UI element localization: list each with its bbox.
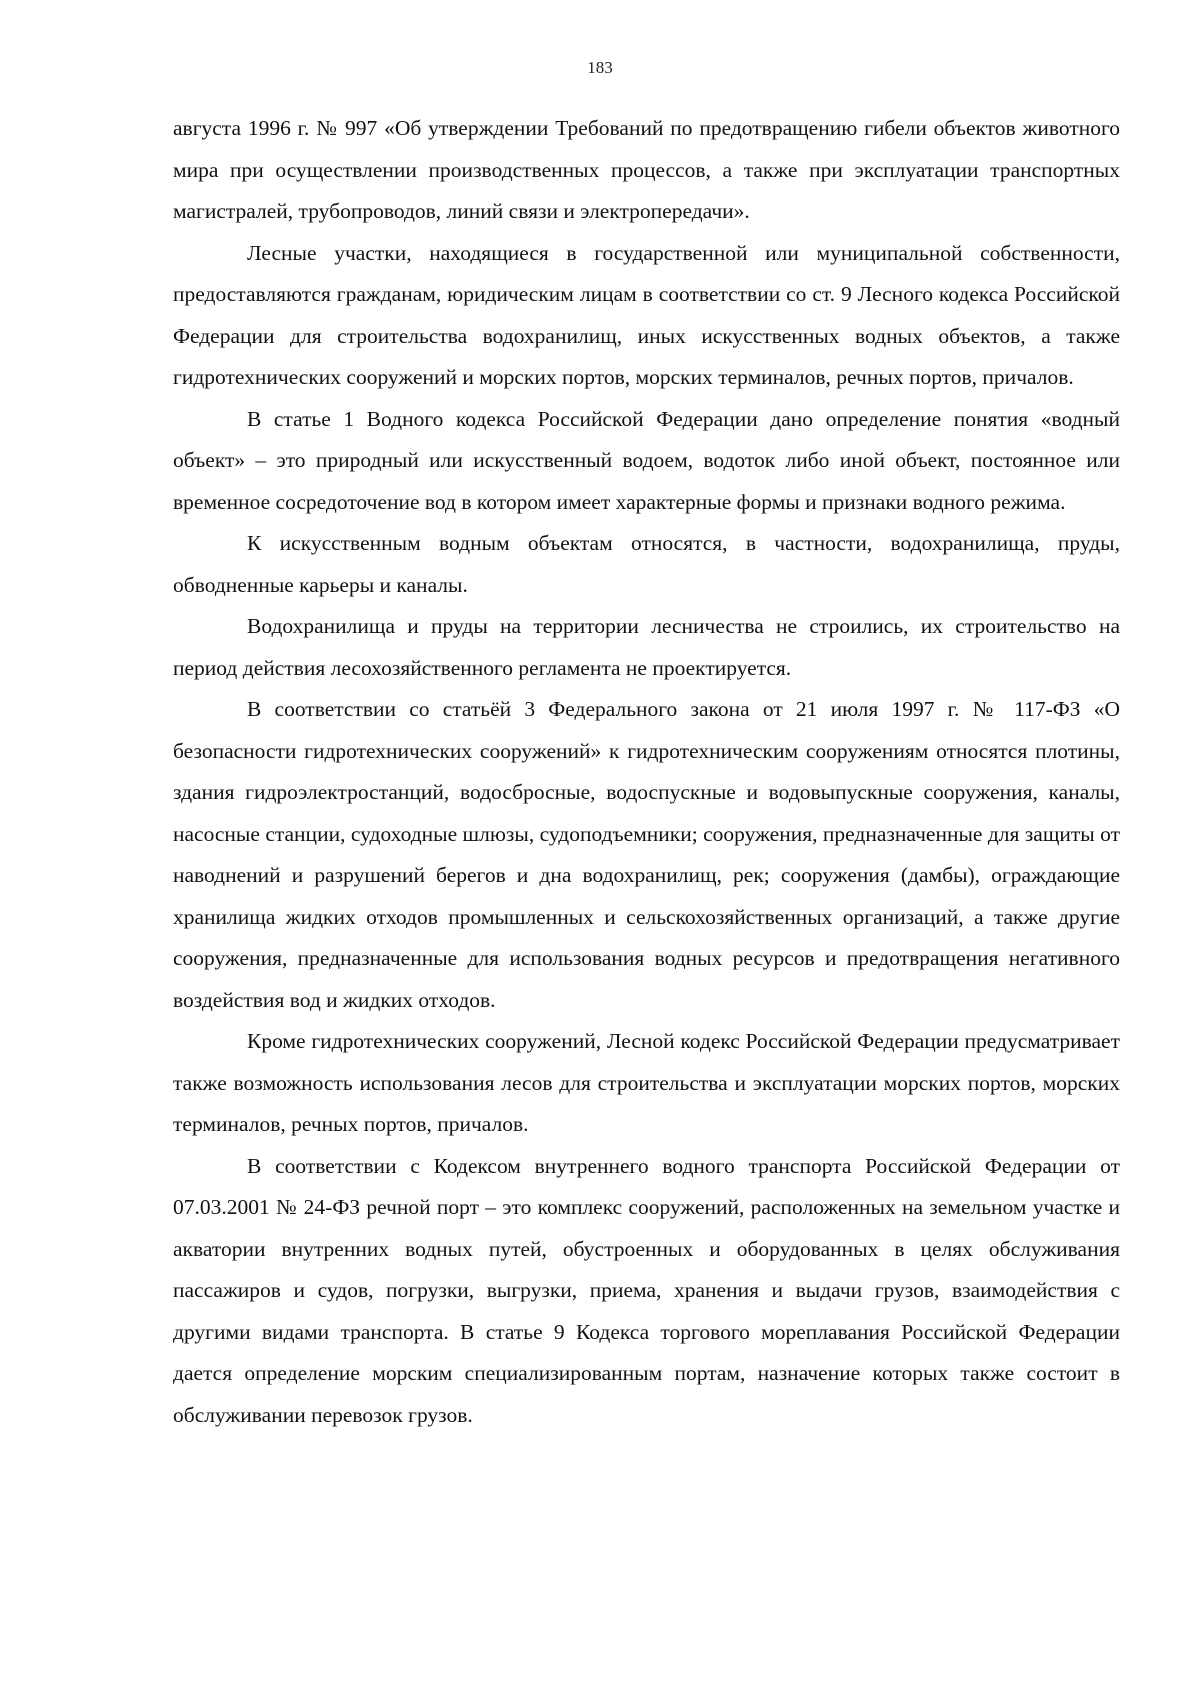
document-body xyxy=(173,108,1120,1436)
paragraph: Лесные участки, находящиеся в государственной или муниципальной собственности, предоставляются гражданам, юридическим лицам в соответствии со ст. 9 Лесного кодекса Российской Федерации для строительства водохранилищ, иных искусственных водных объектов, а также гидротехнических сооружений и морских портов, морских терминалов, речных портов, причалов. xyxy=(173,240,1120,389)
paragraph: В статье 1 Водного кодекса Российской Федерации дано определение понятия «водный объект» – это природный или искусственный водоем, водоток либо иной объект, постоянное или временное сосредоточение вод в котором имеет характерные формы и признаки водного режима. xyxy=(173,406,1120,514)
paragraph: В соответствии с Кодексом внутреннего водного транспорта Российской Федерации от 07.03.2001 № 24-ФЗ речной порт – это комплекс сооружений, расположенных на земельном участке и акватории внутренних водных путей, обустроенных и оборудованных в целях обслуживания пассажиров и судов, погрузки, выгрузки, приема, хранения и выдачи грузов, взаимодействия с другими видами транспорта. В статье 9 Кодекса торгового мореплавания Российской Федерации дается определение морским специализированным портам, назначение которых также состоит в обслуживании перевозок грузов. xyxy=(173,1153,1120,1427)
paragraph: Кроме гидротехнических сооружений, Лесной кодекс Российской Федерации предусматривает также возможность использования лесов для строительства и эксплуатации морских портов, морских терминалов, речных портов, причалов. xyxy=(173,1029,1120,1136)
page-number: 183 xyxy=(587,58,613,77)
paragraph: В соответствии со статьёй 3 Федерального закона от 21 июля 1997 г. № 117-ФЗ «О безопасности гидротехнических сооружений» к гидротехническим сооружениям относятся плотины, здания гидроэлектростанций, водосбросные, водоспускные и водовыпускные сооружения, каналы, насосные станции, судоходные шлюзы, судоподъемники; сооружения, предназначенные для защиты от наводнений и разрушений берегов и дна водохранилищ, рек; сооружения (дамбы), ограждающие хранилища жидких отходов промышленных и сельскохозяйственных организаций, а также другие сооружения, предназначенные для использования водных ресурсов и предотвращения негативного воздействия вод и жидких отходов. xyxy=(173,697,1120,1012)
paragraph: К искусственным водным объектам относятся, в частности, водохранилища, пруды, обводненные карьеры и каналы. xyxy=(173,531,1120,597)
paragraph: августа 1996 г. № 997 «Об утверждении Требований по предотвращению гибели объектов животного мира при осуществлении производственных процессов, а также при эксплуатации транспортных магистралей, трубопроводов, линий связи и электропередачи». xyxy=(173,116,1120,223)
paragraph: Водохранилища и пруды на территории лесничества не строились, их строительство на период действия лесохозяйственного регламента не проектируется. xyxy=(173,614,1120,680)
